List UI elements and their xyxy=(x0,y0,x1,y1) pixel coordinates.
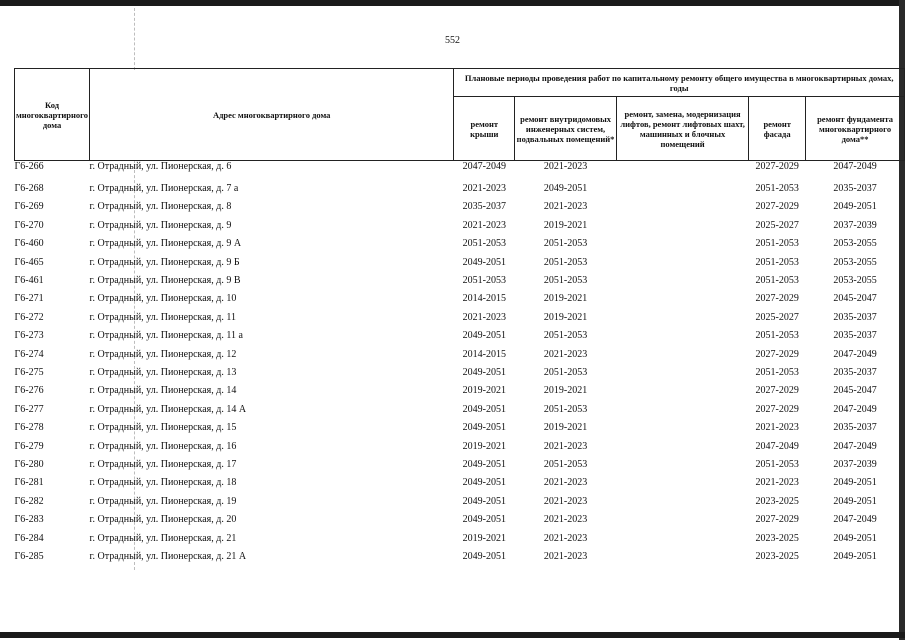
cell-code: Г6-283 xyxy=(14,514,44,526)
cell-systems: 2051-2053 xyxy=(543,458,588,470)
cell-facade: 2051-2053 xyxy=(755,458,799,470)
cell-facade: 2023-2025 xyxy=(755,495,799,507)
cell-facade: 2051-2053 xyxy=(755,330,799,342)
cell-foundation: 2037-2039 xyxy=(833,458,877,470)
cell-address: г. Отрадный, ул. Пионерская, д. 14 xyxy=(89,385,237,397)
table-row xyxy=(15,529,905,547)
cell-facade: 2023-2025 xyxy=(755,550,799,562)
table-row xyxy=(15,455,905,473)
cell-lifts xyxy=(616,510,748,528)
cell-foundation: 2035-2037 xyxy=(833,311,877,323)
cell-lifts xyxy=(616,474,748,492)
cell-code: Г6-460 xyxy=(14,238,44,250)
table-row xyxy=(15,437,905,455)
cell-lifts xyxy=(616,271,748,289)
cell-code: Г6-461 xyxy=(14,275,44,287)
cell-roof: 2051-2053 xyxy=(462,238,506,250)
cell-address: г. Отрадный, ул. Пионерская, д. 7 а xyxy=(89,183,239,195)
cell-address: г. Отрадный, ул. Пионерская, д. 8 xyxy=(89,201,232,213)
cell-roof: 2049-2051 xyxy=(462,458,506,470)
cell-roof: 2049-2051 xyxy=(462,422,506,434)
cell-address: г. Отрадный, ул. Пионерская, д. 12 xyxy=(89,348,237,360)
cell-address: г. Отрадный, ул. Пионерская, д. 14 А xyxy=(89,403,247,415)
cell-address: г. Отрадный, ул. Пионерская, д. 16 xyxy=(89,440,237,452)
cell-foundation: 2035-2037 xyxy=(833,183,877,195)
cell-foundation: 2035-2037 xyxy=(833,366,877,378)
cell-systems: 2019-2021 xyxy=(543,311,588,323)
cell-lifts xyxy=(616,400,748,418)
bottom-scan-border xyxy=(0,632,905,638)
cell-roof: 2051-2053 xyxy=(462,275,506,287)
cell-foundation: 2047-2049 xyxy=(833,161,877,172)
cell-lifts xyxy=(616,235,748,253)
table-row xyxy=(15,363,905,381)
cell-lifts xyxy=(616,529,748,547)
cell-facade: 2021-2023 xyxy=(755,422,799,434)
cell-code: Г6-269 xyxy=(14,201,44,213)
cell-code: Г6-271 xyxy=(14,293,44,305)
cell-systems: 2051-2053 xyxy=(543,403,588,415)
table-row xyxy=(15,492,905,510)
header-lifts: ремонт, замена, модернизация лифтов, ремонт лифтовых шахт, машинных и блочных помещений xyxy=(616,97,748,161)
cell-facade: 2027-2029 xyxy=(755,403,799,415)
cell-facade: 2027-2029 xyxy=(755,201,799,213)
page-number: 552 xyxy=(445,35,460,46)
cell-code: Г6-270 xyxy=(14,219,44,231)
cell-facade: 2027-2029 xyxy=(755,385,799,397)
cell-address: г. Отрадный, ул. Пионерская, д. 20 xyxy=(89,514,237,526)
cell-code: Г6-284 xyxy=(14,532,44,544)
cell-systems: 2051-2053 xyxy=(543,275,588,287)
cell-address: г. Отрадный, ул. Пионерская, д. 9 xyxy=(89,219,232,231)
table-row xyxy=(15,547,905,565)
cell-systems: 2021-2023 xyxy=(543,477,588,489)
cell-systems: 2051-2053 xyxy=(543,366,588,378)
cell-code: Г6-278 xyxy=(14,422,44,434)
header-facade: ремонт фасада xyxy=(749,97,806,161)
cell-address: г. Отрадный, ул. Пионерская, д. 19 xyxy=(89,495,237,507)
cell-address: г. Отрадный, ул. Пионерская, д. 15 xyxy=(89,422,237,434)
table-row xyxy=(15,308,905,326)
table-row xyxy=(15,345,905,363)
cell-code: Г6-277 xyxy=(14,403,44,415)
header-systems: ремонт внутридомовых инженерных систем, подвальных помещений* xyxy=(515,97,617,161)
cell-lifts xyxy=(616,455,748,473)
cell-address: г. Отрадный, ул. Пионерская, д. 21 А xyxy=(89,550,247,562)
cell-roof: 2035-2037 xyxy=(462,201,506,213)
cell-foundation: 2047-2049 xyxy=(833,348,877,360)
cell-facade: 2051-2053 xyxy=(755,183,799,195)
table-row xyxy=(15,474,905,492)
cell-address: г. Отрадный, ул. Пионерская, д. 18 xyxy=(89,477,237,489)
cell-systems: 2021-2023 xyxy=(543,348,588,360)
table-row xyxy=(15,510,905,528)
cell-lifts xyxy=(616,382,748,400)
cell-roof: 2049-2051 xyxy=(462,403,506,415)
cell-facade: 2027-2029 xyxy=(755,348,799,360)
cell-systems: 2051-2053 xyxy=(543,238,588,250)
cell-facade: 2025-2027 xyxy=(755,219,799,231)
top-scan-border xyxy=(0,0,905,6)
cell-lifts xyxy=(616,253,748,271)
header-address: Адрес многоквартирного дома xyxy=(90,69,454,161)
cell-code: Г6-280 xyxy=(14,458,44,470)
cell-lifts xyxy=(616,290,748,308)
cell-address: г. Отрадный, ул. Пионерская, д. 11 а xyxy=(89,330,243,342)
cell-roof: 2049-2051 xyxy=(462,477,506,489)
table-row xyxy=(15,253,905,271)
table-row xyxy=(15,418,905,436)
cell-address: г. Отрадный, ул. Пионерская, д. 13 xyxy=(89,366,237,378)
cell-lifts xyxy=(616,161,748,180)
cell-systems: 2019-2021 xyxy=(543,385,588,397)
cell-lifts xyxy=(616,418,748,436)
cell-lifts xyxy=(616,216,748,234)
cell-roof: 2049-2051 xyxy=(462,256,506,268)
cell-code: Г6-273 xyxy=(14,330,44,342)
cell-foundation: 2049-2051 xyxy=(833,532,877,544)
cell-systems: 2021-2023 xyxy=(543,514,588,526)
cell-address: г. Отрадный, ул. Пионерская, д. 9 В xyxy=(89,275,241,287)
cell-systems: 2021-2023 xyxy=(543,440,588,452)
header-roof: ремонт крыши xyxy=(454,97,515,161)
header-foundation: ремонт фундамента многоквартирного дома** xyxy=(806,97,905,161)
table-row xyxy=(15,382,905,400)
table-row xyxy=(15,271,905,289)
cell-systems: 2021-2023 xyxy=(543,550,588,562)
cell-systems: 2019-2021 xyxy=(543,293,588,305)
cell-lifts xyxy=(616,345,748,363)
cell-code: Г6-285 xyxy=(14,550,44,562)
cell-systems: 2021-2023 xyxy=(543,161,588,172)
table-row xyxy=(15,216,905,234)
cell-facade: 2051-2053 xyxy=(755,238,799,250)
cell-foundation: 2035-2037 xyxy=(833,330,877,342)
cell-lifts xyxy=(616,492,748,510)
cell-code: Г6-276 xyxy=(14,385,44,397)
cell-roof: 2019-2021 xyxy=(462,532,506,544)
header-code: Код многоквартирного дома xyxy=(15,69,90,161)
cell-lifts xyxy=(616,437,748,455)
cell-lifts xyxy=(616,363,748,381)
capital-repair-table xyxy=(14,68,905,566)
table-row xyxy=(15,400,905,418)
cell-roof: 2021-2023 xyxy=(462,183,506,195)
cell-systems: 2021-2023 xyxy=(543,201,588,213)
table-row xyxy=(15,179,905,197)
cell-systems: 2021-2023 xyxy=(543,495,588,507)
cell-lifts xyxy=(616,308,748,326)
cell-lifts xyxy=(616,327,748,345)
table-row xyxy=(15,161,905,180)
cell-address: г. Отрадный, ул. Пионерская, д. 11 xyxy=(89,311,236,323)
table-row xyxy=(15,327,905,345)
cell-roof: 2049-2051 xyxy=(462,330,506,342)
cell-foundation: 2045-2047 xyxy=(833,385,877,397)
cell-facade: 2047-2049 xyxy=(755,440,799,452)
cell-roof: 2047-2049 xyxy=(462,161,506,172)
cell-code: Г6-275 xyxy=(14,366,44,378)
cell-code: Г6-274 xyxy=(14,348,44,360)
cell-lifts xyxy=(616,179,748,197)
cell-facade: 2021-2023 xyxy=(755,477,799,489)
cell-foundation: 2049-2051 xyxy=(833,495,877,507)
cell-code: Г6-282 xyxy=(14,495,44,507)
cell-code: Г6-268 xyxy=(14,183,44,195)
table-row xyxy=(15,198,905,216)
cell-roof: 2021-2023 xyxy=(462,311,506,323)
cell-systems: 2021-2023 xyxy=(543,532,588,544)
cell-roof: 2019-2021 xyxy=(462,440,506,452)
cell-foundation: 2053-2055 xyxy=(833,275,877,287)
cell-foundation: 2047-2049 xyxy=(833,440,877,452)
cell-address: г. Отрадный, ул. Пионерская, д. 21 xyxy=(89,532,237,544)
cell-systems: 2019-2021 xyxy=(543,422,588,434)
cell-facade: 2025-2027 xyxy=(755,311,799,323)
cell-roof: 2014-2015 xyxy=(462,293,506,305)
cell-code: Г6-281 xyxy=(14,477,44,489)
table-row xyxy=(15,290,905,308)
cell-address: г. Отрадный, ул. Пионерская, д. 9 А xyxy=(89,238,242,250)
cell-roof: 2021-2023 xyxy=(462,219,506,231)
cell-code: Г6-266 xyxy=(14,161,44,172)
cell-code: Г6-279 xyxy=(14,440,44,452)
cell-foundation: 2035-2037 xyxy=(833,422,877,434)
cell-facade: 2027-2029 xyxy=(755,161,799,172)
cell-systems: 2051-2053 xyxy=(543,330,588,342)
cell-facade: 2051-2053 xyxy=(755,366,799,378)
cell-code: Г6-272 xyxy=(14,311,44,323)
cell-facade: 2027-2029 xyxy=(755,514,799,526)
cell-foundation: 2047-2049 xyxy=(833,514,877,526)
cell-roof: 2049-2051 xyxy=(462,495,506,507)
cell-foundation: 2053-2055 xyxy=(833,238,877,250)
cell-facade: 2051-2053 xyxy=(755,256,799,268)
cell-roof: 2049-2051 xyxy=(462,366,506,378)
cell-foundation: 2045-2047 xyxy=(833,293,877,305)
cell-address: г. Отрадный, ул. Пионерская, д. 17 xyxy=(89,458,237,470)
cell-roof: 2049-2051 xyxy=(462,514,506,526)
cell-foundation: 2053-2055 xyxy=(833,256,877,268)
cell-address: г. Отрадный, ул. Пионерская, д. 9 Б xyxy=(89,256,240,268)
table-row xyxy=(15,235,905,253)
cell-lifts xyxy=(616,198,748,216)
cell-roof: 2019-2021 xyxy=(462,385,506,397)
cell-lifts xyxy=(616,547,748,565)
cell-facade: 2023-2025 xyxy=(755,532,799,544)
cell-systems: 2019-2021 xyxy=(543,219,588,231)
cell-foundation: 2047-2049 xyxy=(833,403,877,415)
cell-foundation: 2049-2051 xyxy=(833,550,877,562)
cell-code: Г6-465 xyxy=(14,256,44,268)
header-periods: Плановые периоды проведения работ по капитальному ремонту общего имущества в многоквартирных домах, годы xyxy=(454,69,905,97)
cell-systems: 2051-2053 xyxy=(543,256,588,268)
cell-roof: 2049-2051 xyxy=(462,550,506,562)
cell-foundation: 2049-2051 xyxy=(833,477,877,489)
cell-address: г. Отрадный, ул. Пионерская, д. 10 xyxy=(89,293,237,305)
cell-facade: 2027-2029 xyxy=(755,293,799,305)
cell-address: г. Отрадный, ул. Пионерская, д. 6 xyxy=(89,161,232,172)
cell-facade: 2051-2053 xyxy=(755,275,799,287)
cell-systems: 2049-2051 xyxy=(543,183,588,195)
cell-foundation: 2049-2051 xyxy=(833,201,877,213)
cell-roof: 2014-2015 xyxy=(462,348,506,360)
cell-foundation: 2037-2039 xyxy=(833,219,877,231)
